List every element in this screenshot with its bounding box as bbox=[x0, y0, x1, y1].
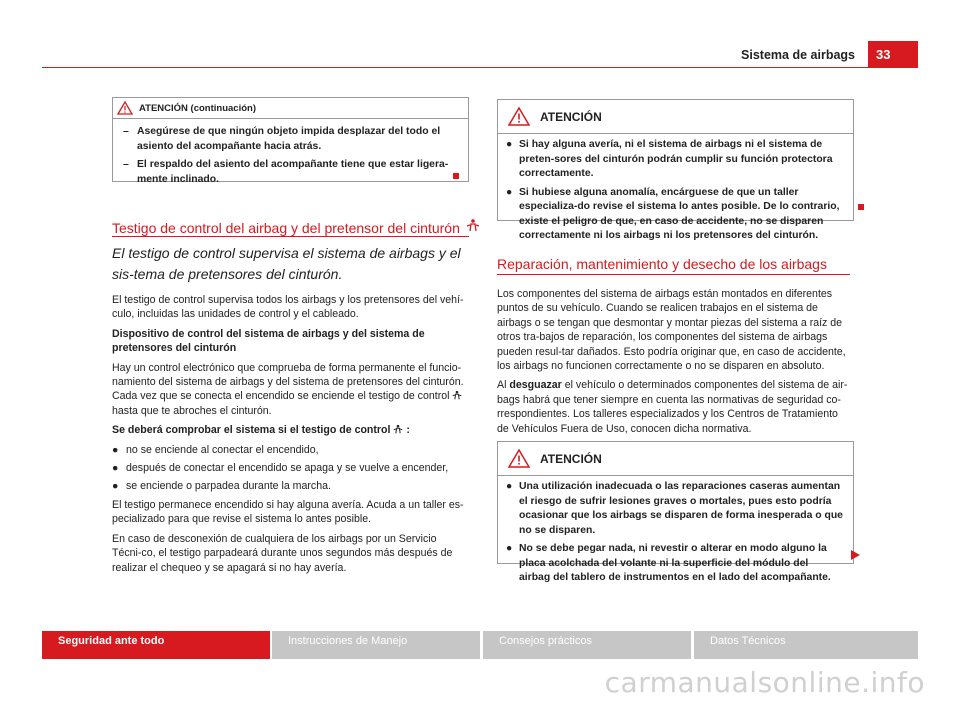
footer-tab-instrucciones: Instrucciones de Manejo bbox=[272, 631, 480, 659]
page-header-title: Sistema de airbags bbox=[741, 48, 855, 62]
warning-triangle-icon bbox=[508, 107, 530, 126]
warning-item: ● No se debe pegar nada, ni revestir o alterar en modo alguno la placa acolchada del volante ni la superficie del módulo del airbag del tablero de instrumentos en el lado del acompañante. bbox=[506, 543, 831, 583]
warning-title: ATENCIÓN bbox=[540, 451, 602, 466]
paragraph: Los componentes del sistema de airbags están montados en diferentes puntos de su vehículo. Cuando se realicen trabajos en el sistema de airbags o se tengan que desmontar y montar piezas del sistema a raíz de otros tra-bajos de reparación, los componentes del sistema de airbags pueden resul-tar dañados. Esto podría originar que, en caso de accidente, los airbags no funcionen correctamente o no se disparen en absoluto. bbox=[497, 288, 846, 373]
section-title-testigo: Testigo de control del airbag y del pretensor del cinturón bbox=[112, 219, 460, 236]
section-underline bbox=[112, 236, 469, 237]
warning-box-continued bbox=[112, 97, 469, 185]
paragraph: En caso de desconexión de cualquiera de los airbags por un Servicio Técni-co, el testigo parpadeará durante unos segundos más después de realizar el chequeo y se apagará si no hay avería. bbox=[112, 532, 453, 574]
airbag-warning-icon bbox=[452, 390, 462, 402]
warning-box bbox=[497, 99, 854, 241]
warning-title: ATENCIÓN (continuación) bbox=[139, 102, 256, 114]
airbag-warning-icon bbox=[393, 424, 403, 436]
warning-triangle-icon bbox=[508, 449, 530, 468]
section-end-marker bbox=[453, 173, 459, 179]
warning-item: – El respaldo del asiento del acompañante tiene que estar ligera-mente inclinado. bbox=[123, 159, 449, 185]
continue-arrow-icon bbox=[851, 547, 860, 565]
section-intro: El testigo de control supervisa el sistema de airbags y el sis-tema de pretensores del cinturón. bbox=[112, 245, 461, 282]
airbag-warning-icon bbox=[466, 218, 480, 237]
section-underline bbox=[497, 274, 850, 275]
paragraph: Al desguazar el vehículo o determinados componentes del sistema de air-bags habrá que tener siempre en cuenta las normativas de seguridad co-rrespondientes. Los talleres especializados y los Centros de Tratamiento de Vehículos Fuera de Uso, conocen dicha normativa. bbox=[497, 379, 848, 435]
warning-box bbox=[497, 441, 854, 583]
paragraph: El testigo de control supervisa todos los airbags y los pretensores del vehí-culo, incluidas las unidades de control y el cableado. bbox=[112, 294, 464, 321]
list-item: ● después de conectar el encendido se apaga y se vuelve a encender, bbox=[112, 462, 449, 475]
check-heading: Se deberá comprobar el sistema si el testigo de control : bbox=[112, 424, 410, 437]
warning-item: ● Si hubiese alguna anomalía, encárguese de que un taller especializa-do revise el sistema lo antes posible. De lo contrario, existe el peligro de que, en caso de accidente, no se disparen correctamente ni los airbags ni los pretensores del cinturón. bbox=[506, 186, 840, 241]
warning-item: – Asegúrese de que ningún objeto impida desplazar del todo el asiento del acompañante hacia atrás. bbox=[123, 126, 441, 152]
subheading: Dispositivo de control del sistema de airbags y del sistema de pretensores del cinturón bbox=[112, 327, 425, 355]
section-title-reparacion: Reparación, mantenimiento y desecho de los airbags bbox=[497, 256, 827, 272]
warning-triangle-icon bbox=[117, 101, 133, 115]
warning-item: ● Si hay alguna avería, ni el sistema de airbags ni el sistema de preten-sores del cinturón podrán cumplir su función protectora correctamente. bbox=[506, 139, 833, 179]
section-end-marker bbox=[858, 204, 864, 210]
warning-title: ATENCIÓN bbox=[540, 109, 602, 124]
header-divider bbox=[42, 67, 918, 68]
footer-tab-consejos: Consejos prácticos bbox=[483, 631, 691, 659]
footer-tab-seguridad: Seguridad ante todo bbox=[42, 631, 270, 659]
paragraph: Hay un control electrónico que comprueba de forma permanente el funcio-namiento del sistema de airbags y del sistema de pretensores del cinturón. Cada vez que se conecta el encendido se enciende el testigo de control hasta que te abroches el cinturón. bbox=[112, 361, 464, 417]
paragraph: El testigo permanece encendido si hay alguna avería. Acuda a un taller es-pecializado para que revise el sistema lo antes posible. bbox=[112, 498, 464, 526]
footer-tab-datos: Datos Técnicos bbox=[694, 631, 918, 659]
list-item: ● se enciende o parpadea durante la marcha. bbox=[112, 480, 331, 493]
list-item: ● no se enciende al conectar el encendido, bbox=[112, 443, 319, 456]
page-number: 33 bbox=[868, 41, 918, 68]
warning-item: ● Una utilización inadecuada o las reparaciones caseras aumentan el riesgo de sufrir lesiones graves o mortales, pues esto podría ocasionar que los airbags se disparen de forma inesperada o que no se disparen. bbox=[506, 481, 843, 536]
watermark: carmanualsonline.info bbox=[604, 666, 925, 699]
